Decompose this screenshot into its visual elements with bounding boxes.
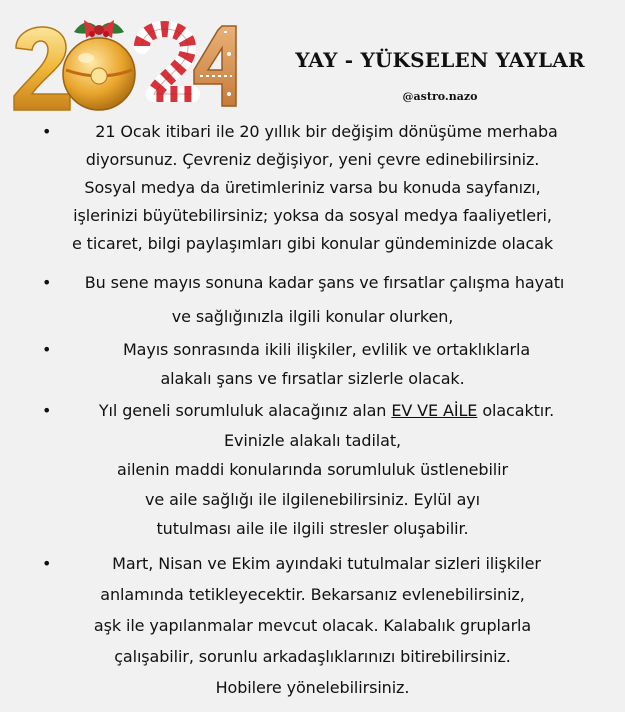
text-line: Evinizle alakalı tadilat, bbox=[224, 431, 401, 450]
text-line: ve sağlığınızla ilgili konular olurken, bbox=[171, 307, 454, 326]
text-line: tutulması aile ile ilgili stresler oluşabilir. bbox=[156, 519, 469, 538]
text-line: Mart, Nisan ve Ekim ayındaki tutulmalar sizleri ilişkiler bbox=[112, 554, 541, 573]
bullet-icon: • bbox=[42, 554, 52, 573]
text-line: 21 Ocak itibari ile 20 yıllık bir değişim dönüşüme merhaba bbox=[95, 122, 558, 141]
ornament-icon bbox=[63, 30, 135, 110]
text-line: çalışabilir, sorunlu arkadaşlıklarınızı bitirebilirsiniz. bbox=[114, 647, 511, 666]
text-line: ve aile sağlığı ile ilgilenebilirsiniz. Eylül ayı bbox=[144, 490, 480, 509]
text-segment: olacaktır. bbox=[477, 401, 555, 420]
text-line: Bu sene mayıs sonuna kadar şans ve fırsatlar çalışma hayatı bbox=[84, 273, 565, 292]
text-line: anlamında tetikleyecektir. Bekarsanız evlenebilirsiniz, bbox=[100, 585, 525, 604]
text-line: aşk ile yapılanmalar mevcut olacak. Kalabalık gruplarla bbox=[93, 616, 532, 635]
bullet-icon: • bbox=[42, 273, 52, 292]
text-line: alakalı şans ve fırsatlar sizlerle olacak. bbox=[160, 369, 465, 388]
page-title: YAY - YÜKSELEN YAYLAR bbox=[295, 48, 585, 72]
text-line: ailenin maddi konularında sorumluluk üstlenebilir bbox=[117, 460, 508, 479]
text-line: diyorsunuz. Çevreniz değişiyor, yeni çevre edinebilirsiniz. bbox=[85, 150, 540, 169]
bullet-icon: • bbox=[42, 122, 52, 141]
text-line: Hobilere yönelebilirsiniz. bbox=[215, 678, 410, 697]
text-line: işlerinizi büyütebilirsiniz; yoksa da sosyal medya faaliyetleri, bbox=[73, 206, 552, 225]
digit-4-gingerbread bbox=[194, 26, 236, 106]
text-line bbox=[0, 400, 625, 422]
digit-2-balloon bbox=[14, 27, 70, 110]
author-handle: @astro.nazo bbox=[402, 90, 478, 103]
text-line: Mayıs sonrasında ikili ilişkiler, evlilik ve ortaklıklarla bbox=[122, 340, 531, 359]
bullet-icon: • bbox=[42, 401, 52, 420]
bullet-icon: • bbox=[42, 340, 52, 359]
text-segment: Yıl geneli sorumluluk alacağınız alan bbox=[98, 401, 387, 420]
text-line: Sosyal medya da üretimleriniz varsa bu konuda sayfanızı, bbox=[84, 178, 541, 197]
underlined-text: EV VE AİLE bbox=[391, 401, 478, 420]
year-2024-decoration bbox=[4, 10, 252, 122]
digit-2-candy-cane bbox=[142, 29, 192, 94]
text-line: e ticaret, bilgi paylaşımları gibi konular gündeminizde olacak bbox=[71, 234, 554, 253]
